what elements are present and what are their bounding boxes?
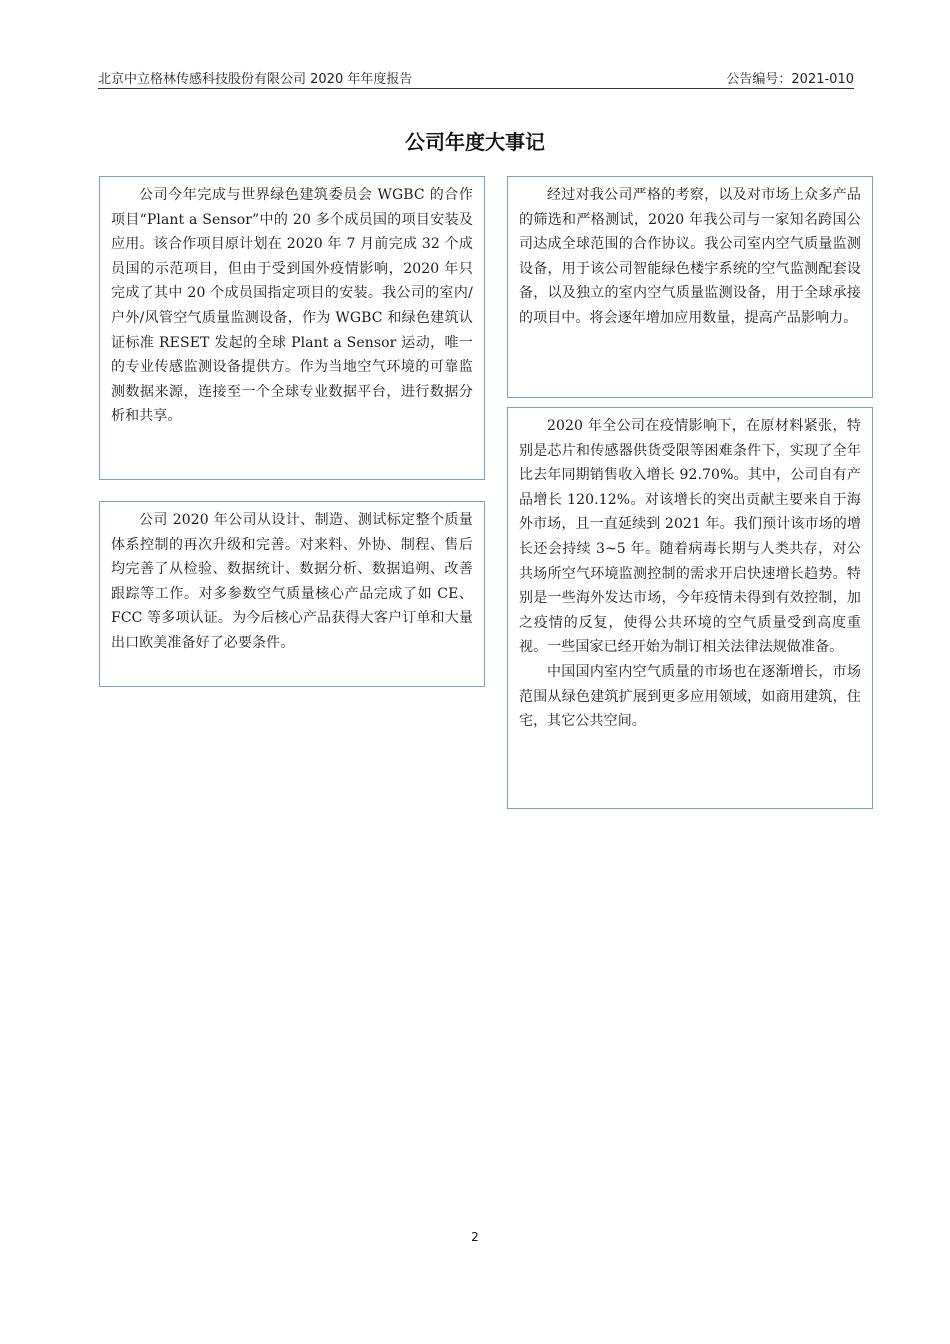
page-header: [98, 66, 854, 89]
page-number: 2: [471, 1230, 479, 1244]
growth-event-box: [507, 407, 873, 809]
wgbc-event-box: [99, 176, 485, 480]
wgbc-paragraph: 公司今年完成与世界绿色建筑委员会 WGBC 的合作项目“Plant a Sensor”中的 20 多个成员国的项目安装及应用。该合作项目原计划在 2020 年 7 月前完成 32 个成员国的示范项目，但由于受到国外疫情影响，2020 年只完成了其中 20 个成员国指定项目的安装。我公司的室内/户外/风管空气质量监测设备，作为 WGBC 和绿色建筑认证标准 RESET 发起的全球 Plant a Sensor 运动，唯一的专业传感监测设备提供方。作为当地空气环境的可靠监测数据来源，连接至一个全球专业数据平台，进行数据分析和共享。: [111, 187, 473, 425]
growth-paragraph: 2020 年全公司在疫情影响下，在原材料紧张，特别是芯片和传感器供货受限等困难条件下，实现了全年比去年同期销售收入增长 92.70%。其中，公司自有产品增长 120.12%。对该增长的突出贡献主要来自于海外市场，且一直延续到 2021 年。我们预计该市场的增长还会持续 3~5 年。随着病毒长期与人类共存，对公共场所空气环境监测控制的需求开启快速增长趋势。特别是一些海外发达市场，今年疫情未得到有效控制，加之疫情的反复，使得公共环境的空气质量受到高度重视。一些国家已经开始为制订相关法律法规做准备。: [519, 418, 861, 656]
page-title: 公司年度大事记: [405, 130, 545, 154]
quality-event-box: [99, 501, 485, 687]
cooperation-paragraph: 经过对我公司严格的考察，以及对市场上众多产品的筛选和严格测试，2020 年我公司与一家知名跨国公司达成全球范围的合作协议。我公司室内空气质量监测设备，用于该公司智能绿色楼宇系统的空气监测配套设备，以及独立的室内空气质量监测设备，用于全球承接的项目中。将会逐年增加应用数量，提高产品影响力。: [519, 187, 861, 326]
domestic-market-paragraph: 中国国内室内空气质量的市场也在逐渐增长，市场范围从绿色建筑扩展到更多应用领域，如商用建筑，住宅，其它公共空间。: [519, 663, 861, 730]
quality-paragraph: 公司 2020 年公司从设计、制造、测试标定整个质量体系控制的再次升级和完善。对来料、外协、制程、售后均完善了从检验、数据统计、数据分析、数据追朔、改善跟踪等工作。对多参数空气质量核心产品完成了如 CE、FCC 等多项认证。为今后核心产品获得大客户订单和大量出口欧美准备好了必要条件。: [111, 512, 473, 651]
report-title: 北京中立格林传感科技股份有限公司 2020 年年度报告: [98, 72, 413, 87]
announcement-number: 公告编号：2021-010: [726, 72, 854, 87]
cooperation-event-box: [507, 176, 873, 398]
